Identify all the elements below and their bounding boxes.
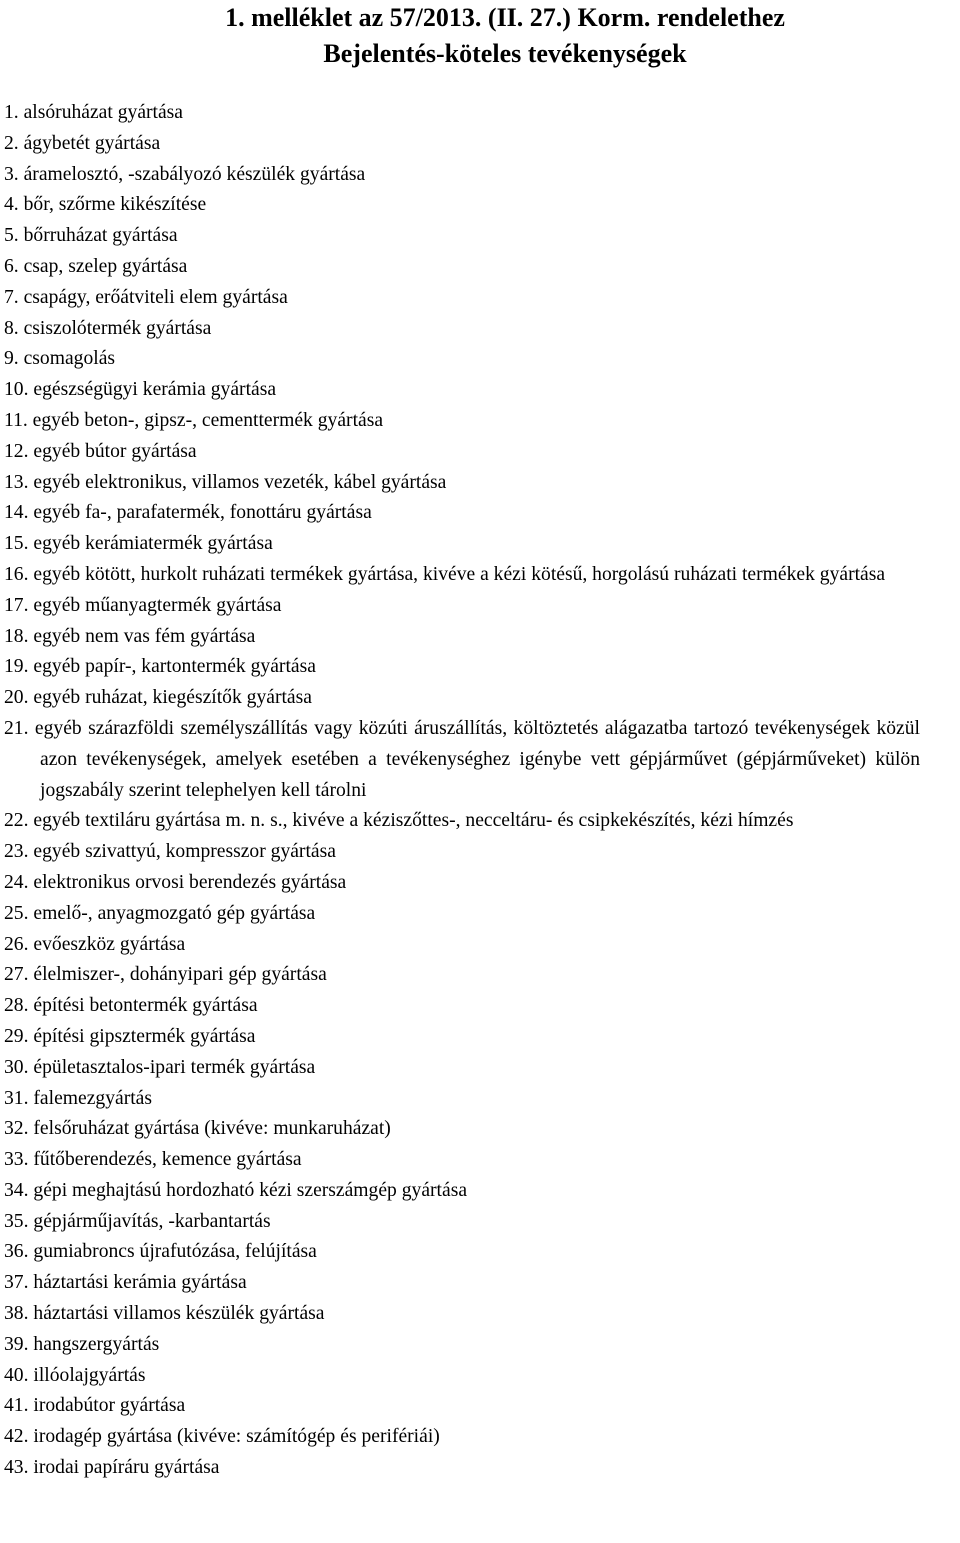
list-item-text: élelmiszer-, dohányipari gép gyártása [33, 964, 327, 986]
list-item-text: egyéb kerámiatermék gyártása [33, 533, 273, 555]
list-item-number: 27. [4, 964, 29, 986]
list-item-text: illóolajgyártás [33, 1364, 146, 1386]
list-item-text: egyéb szárazföldi személyszállítás vagy közúti áruszállítás, költöztetés alágazatba tartozó tevékenységek közül azon tevékenységek, amelyek esetében a tevékenységhez igénybe vett gépjárművet (gépjárműveket) külön jogszabály szerint telephelyen kell tárolni [34, 717, 920, 801]
list-item-number: 2. [4, 132, 19, 154]
list-item-text: egyéb műanyagtermék gyártása [33, 594, 282, 616]
list-item [2, 1361, 920, 1392]
list-item-number: 16. [4, 563, 29, 585]
list-item [2, 283, 920, 314]
list-item-number: 37. [4, 1272, 29, 1294]
list-item-text: csapágy, erőátviteli elem gyártása [23, 286, 288, 308]
list-item-number: 14. [4, 502, 29, 524]
list-item-number: 11. [4, 409, 28, 431]
list-item [2, 1022, 920, 1053]
list-item-text: bőrruházat gyártása [23, 225, 178, 247]
list-item [2, 1084, 920, 1115]
list-item-number: 30. [4, 1056, 29, 1078]
list-item-text: egyéb textiláru gyártása m. n. s., kivéve a kéziszőttes-, necceltáru- és csipkekészítés, kézi hímzés [33, 810, 794, 832]
list-item-number: 42. [4, 1426, 29, 1448]
list-item-number: 24. [4, 871, 29, 893]
list-item-text: háztartási villamos készülék gyártása [33, 1303, 325, 1325]
list-item [2, 1176, 920, 1207]
list-item-text: gépi meghajtású hordozható kézi szerszámgép gyártása [33, 1179, 468, 1201]
list-item-number: 21. [4, 717, 29, 739]
list-item-number: 1. [4, 102, 19, 123]
list-item-number: 28. [4, 995, 29, 1017]
list-item-number: 13. [4, 471, 29, 493]
list-item [2, 529, 920, 560]
list-item-number: 18. [4, 625, 29, 647]
list-item [2, 190, 920, 221]
list-item-number: 40. [4, 1364, 29, 1386]
list-item [2, 991, 920, 1022]
list-item [2, 252, 920, 283]
list-item-text: irodagép gyártása (kivéve: számítógép és perifériái) [33, 1426, 440, 1448]
list-item-text: egyéb papír-, kartontermék gyártása [33, 656, 316, 678]
list-item [2, 868, 920, 899]
list-item [2, 498, 920, 529]
list-item-text: hangszergyártás [33, 1333, 160, 1355]
list-item [2, 160, 920, 191]
list-item [2, 837, 920, 868]
list-item-text: gumiabroncs újrafutózása, felújítása [33, 1241, 317, 1263]
document-heading [0, 0, 960, 72]
list-item [2, 806, 920, 837]
list-item-number: 41. [4, 1395, 29, 1417]
list-item [2, 344, 920, 375]
list-item [2, 560, 920, 591]
list-item [2, 652, 920, 683]
list-item-text: egyéb kötött, hurkolt ruházati termékek gyártása, kivéve a kézi kötésű, horgolású ruházati termékek gyártása [33, 563, 886, 585]
list-item [2, 960, 920, 991]
list-item-number: 36. [4, 1241, 29, 1263]
list-item-number: 3. [4, 163, 19, 185]
list-item [2, 714, 920, 806]
list-item-number: 9. [4, 348, 19, 370]
list-item-text: egészségügyi kerámia gyártása [33, 379, 277, 401]
list-item [2, 1207, 920, 1238]
list-item-text: egyéb ruházat, kiegészítők gyártása [33, 687, 312, 709]
list-item-text: egyéb szivattyú, kompresszor gyártása [33, 841, 336, 863]
list-item-number: 31. [4, 1087, 29, 1109]
list-item [2, 1330, 920, 1361]
list-item [2, 622, 920, 653]
list-item-text: egyéb fa-, parafatermék, fonottáru gyártása [33, 502, 372, 524]
list-item-number: 26. [4, 933, 29, 955]
list-item-text: emelő-, anyagmozgató gép gyártása [33, 902, 316, 924]
list-item-number: 38. [4, 1303, 29, 1325]
list-item-number: 19. [4, 656, 29, 678]
list-item [2, 1114, 920, 1145]
list-item [2, 591, 920, 622]
list-item-text: épületasztalos-ipari termék gyártása [33, 1056, 316, 1078]
list-item [2, 1053, 920, 1084]
list-item-text: felsőruházat gyártása (kivéve: munkaruházat) [33, 1118, 391, 1140]
list-item [2, 437, 920, 468]
list-item-text: egyéb nem vas fém gyártása [33, 625, 256, 647]
list-item-number: 8. [4, 317, 19, 339]
list-item [2, 1453, 920, 1484]
list-item [2, 930, 920, 961]
list-item-number: 39. [4, 1333, 29, 1355]
list-item [2, 1237, 920, 1268]
list-item-text: elektronikus orvosi berendezés gyártása [33, 871, 347, 893]
list-item [2, 1145, 920, 1176]
list-item-number: 43. [4, 1457, 29, 1479]
list-item-text: áramelosztó, -szabályozó készülék gyártása [23, 163, 366, 185]
list-item [2, 1299, 920, 1330]
list-item-number: 12. [4, 440, 29, 462]
list-item-text: bőr, szőrme kikészítése [23, 194, 207, 216]
list-item [2, 1268, 920, 1299]
list-item-text: egyéb bútor gyártása [33, 440, 197, 462]
list-item-text: evőeszköz gyártása [33, 933, 186, 955]
list-item-number: 35. [4, 1210, 29, 1232]
list-item-number: 4. [4, 194, 19, 216]
list-item-text: irodai papíráru gyártása [33, 1457, 220, 1479]
list-item-text: egyéb elektronikus, villamos vezeték, kábel gyártása [33, 471, 447, 493]
list-item [2, 129, 920, 160]
list-item-number: 6. [4, 255, 19, 277]
list-title: Bejelentés-köteles tevékenységek [323, 39, 687, 68]
list-item-text: építési gipsztermék gyártása [33, 1025, 256, 1047]
list-item-number: 10. [4, 379, 29, 401]
list-item [2, 1391, 920, 1422]
list-item-text: csiszolótermék gyártása [23, 317, 212, 339]
list-item-text: gépjárműjavítás, -karbantartás [33, 1210, 271, 1232]
list-item-text: ágybetét gyártása [23, 132, 161, 154]
list-item-number: 29. [4, 1025, 29, 1047]
list-item-number: 20. [4, 687, 29, 709]
list-item-text: csomagolás [23, 348, 116, 370]
list-item [2, 314, 920, 345]
list-item-number: 25. [4, 902, 29, 924]
list-item-number: 33. [4, 1149, 29, 1171]
list-item-number: 23. [4, 841, 29, 863]
list-item-number: 22. [4, 810, 29, 832]
list-item-text: alsóruházat gyártása [23, 102, 183, 123]
list-item-number: 15. [4, 533, 29, 555]
list-item [2, 375, 920, 406]
list-item-number: 7. [4, 286, 19, 308]
list-item [2, 98, 920, 129]
list-item-text: egyéb beton-, gipsz-, cementtermék gyártása [32, 409, 384, 431]
list-item-number: 5. [4, 225, 19, 247]
activity-list [0, 98, 960, 1484]
list-item [2, 1422, 920, 1453]
list-item [2, 683, 920, 714]
list-item [2, 221, 920, 252]
list-item-number: 34. [4, 1179, 29, 1201]
list-item-text: falemezgyártás [33, 1087, 152, 1109]
list-item-text: fűtőberendezés, kemence gyártása [33, 1149, 302, 1171]
list-item [2, 468, 920, 499]
list-item [2, 406, 920, 437]
annex-title: 1. melléklet az 57/2013. (II. 27.) Korm. rendelethez [225, 3, 785, 32]
list-item-text: irodabútor gyártása [33, 1395, 186, 1417]
list-item [2, 899, 920, 930]
list-item-number: 17. [4, 594, 29, 616]
list-item-text: építési betontermék gyártása [33, 995, 258, 1017]
list-item-text: csap, szelep gyártása [23, 255, 188, 277]
list-item-text: háztartási kerámia gyártása [33, 1272, 247, 1294]
list-item-number: 32. [4, 1118, 29, 1140]
